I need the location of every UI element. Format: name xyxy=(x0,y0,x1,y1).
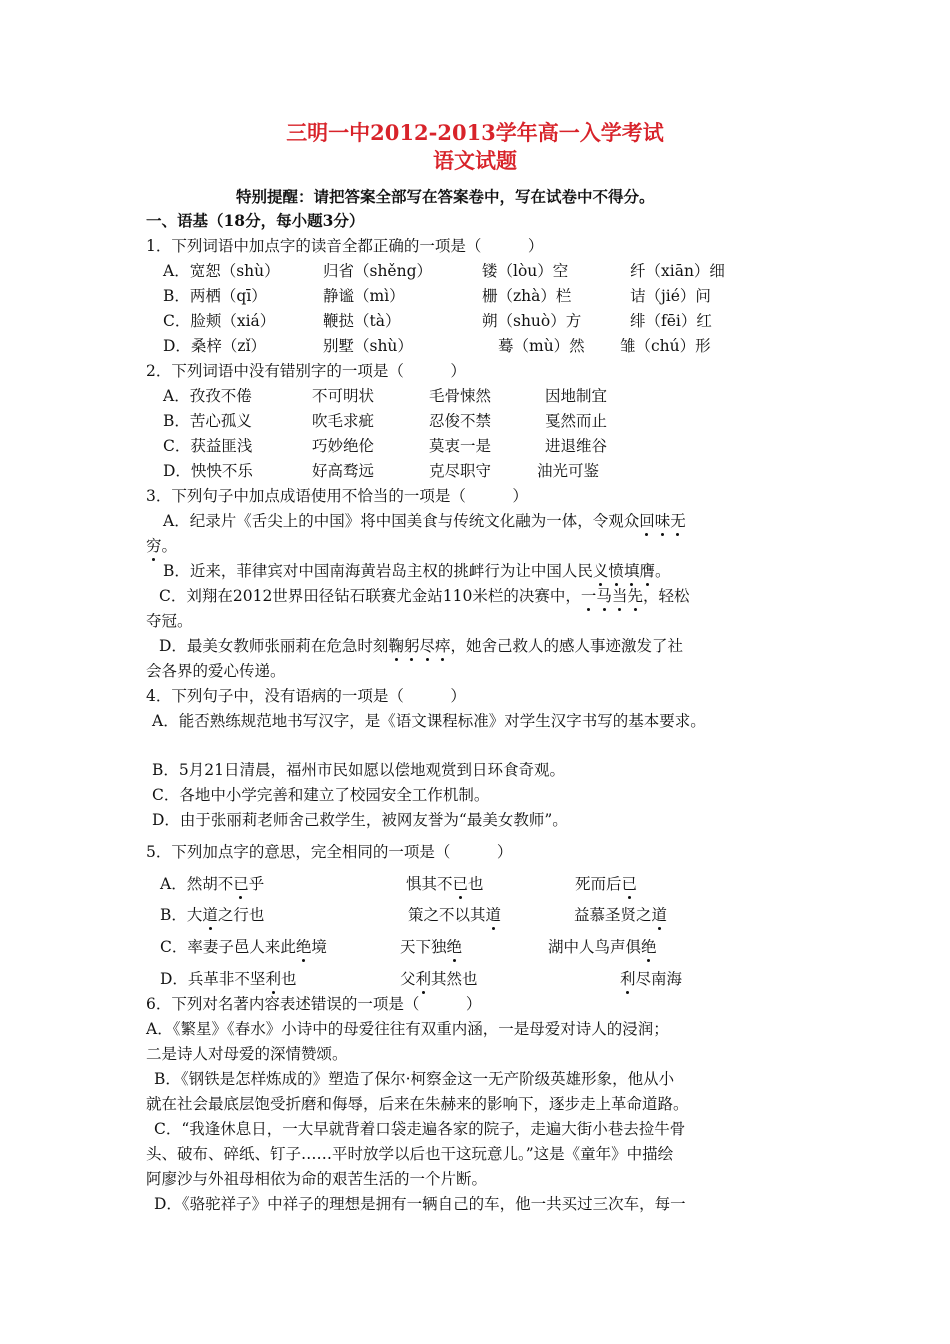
q2-a-1: A．孜孜不倦 xyxy=(163,387,252,405)
q3-a-dotted: 回味无 xyxy=(639,512,686,530)
q5-b-2-dotted: 道 xyxy=(485,906,502,924)
q6-option-a-line1: A．《繁星》《春水》小诗中的母爱往往有双重内涵，一是母爱对诗人的浸润； xyxy=(146,1020,669,1038)
q2-d-1: D．怏怏不乐 xyxy=(163,462,253,480)
q5-d-2-dotted: 利 xyxy=(415,970,432,988)
q1-a-3: 镂（lòu）空 xyxy=(482,262,569,280)
q3-d-end: ，她舍己救人的感人事迹激发了社 xyxy=(450,637,684,655)
q3-a-end: 。 xyxy=(161,537,178,555)
special-reminder: 特别提醒：请把答案全部写在答案卷中，写在试卷中不得分。 xyxy=(236,187,655,206)
q2-b-2: 吹毛求疵 xyxy=(312,412,375,430)
q5-d-2: 父利其然也 xyxy=(400,970,478,988)
q1-d-2: 别墅（shù） xyxy=(323,337,413,355)
q5-b-3-dotted: 道 xyxy=(651,906,668,924)
q2-a-2: 不可明状 xyxy=(312,387,375,405)
q5-stem: 5．下列加点字的意思，完全相同的一项是（ ） xyxy=(146,843,513,861)
q5-a-3: 死而后已 xyxy=(575,875,638,893)
q6-option-d-line1: D．《骆驼祥子》中祥子的理想是拥有一辆自己的车，他一共买过三次车，每一 xyxy=(154,1195,686,1213)
q1-d-3: 蓦（mù）然 xyxy=(498,337,585,355)
q5-a-1: A．然胡不已乎 xyxy=(160,875,265,893)
q5-c-1: C．率妻子邑人来此绝境 xyxy=(160,938,327,956)
q2-a-4: 因地制宜 xyxy=(545,387,608,405)
q3-option-a-line1 xyxy=(163,511,686,531)
q1-b-2: 静谧（mì） xyxy=(323,287,405,305)
q5-c-3: 湖中人鸟声俱绝 xyxy=(548,938,657,956)
q6-stem: 6．下列对名著内容表述错误的一项是（ ） xyxy=(146,995,482,1013)
section-heading: 一、语基（18分，每小题3分） xyxy=(146,211,365,230)
q6-option-c-line2: 头、破布、碎纸、钉子……平时放学以后也干这玩意儿。”这是《童年》中描绘 xyxy=(146,1145,674,1163)
q3-b-end: 。 xyxy=(654,562,671,580)
q3-d-dotted: 鞠躬尽瘁 xyxy=(388,637,451,655)
q3-option-a-line2 xyxy=(146,536,177,556)
q4-option-a: A．能否熟练规范地书写汉字，是《语文课程标准》对学生汉字书写的基本要求。 xyxy=(152,712,706,730)
q2-b-1: B．苦心孤义 xyxy=(163,412,252,430)
q1-a-2: 归省（shěng） xyxy=(323,262,433,280)
exam-subtitle: 语文试题 xyxy=(433,148,517,173)
q1-stem: 1．下列词语中加点字的读音全都正确的一项是（ ） xyxy=(146,237,544,255)
q3-option-d-line2: 会各界的爱心传递。 xyxy=(146,662,286,680)
q3-d-text: D．最美女教师张丽莉在危急时刻 xyxy=(159,637,389,655)
q3-a-text: A．纪录片《舌尖上的中国》将中国美食与传统文化融为一体，令观众 xyxy=(163,512,640,530)
q1-a-1: A．宽恕（shù） xyxy=(163,262,280,280)
q3-c-end: ，轻松 xyxy=(642,587,690,605)
q2-b-4: 戛然而止 xyxy=(545,412,608,430)
q5-b-2: 策之不以其道 xyxy=(408,906,502,924)
q4-stem: 4．下列句子中，没有语病的一项是（ ） xyxy=(146,687,466,705)
q3-a-dotted-2: 穷 xyxy=(146,537,162,555)
q5-a-3-dotted: 已 xyxy=(621,875,638,893)
q6-option-b-line1: B．《钢铁是怎样炼成的》塑造了保尔·柯察金这一无产阶级英雄形象，他从小 xyxy=(154,1070,675,1088)
q3-option-c-line1 xyxy=(159,586,689,606)
q2-c-2: 巧妙绝伦 xyxy=(312,437,375,455)
q2-c-4: 进退维谷 xyxy=(545,437,608,455)
q2-b-3: 忍俊不禁 xyxy=(429,412,492,430)
q5-b-3: 益慕圣贤之道 xyxy=(574,906,668,924)
q6-option-b-line2: 就在社会最底层饱受折磨和侮辱，后来在朱赫来的影响下，逐步走上革命道路。 xyxy=(146,1095,689,1113)
q5-a-1-dotted: 已 xyxy=(233,875,249,893)
q3-option-b xyxy=(163,561,670,581)
q4-option-c: C．各地中小学完善和建立了校园安全工作机制。 xyxy=(152,786,490,804)
q5-c-2: 天下独绝 xyxy=(400,938,463,956)
q5-c-2-dotted: 绝 xyxy=(446,938,463,956)
q2-c-3: 莫衷一是 xyxy=(429,437,492,455)
q3-option-d-line1 xyxy=(159,636,683,656)
q1-b-1: B．两栖（qī） xyxy=(163,287,267,305)
q3-option-c-line2: 夺冠。 xyxy=(146,612,193,630)
exam-title: 三明一中2012-2013学年高一入学考试 xyxy=(286,120,664,145)
q2-c-1: C．获益匪浅 xyxy=(163,437,253,455)
q1-d-1: D．桑梓（zǐ） xyxy=(163,337,267,355)
q5-a-2-dotted: 已 xyxy=(452,875,469,893)
q6-option-c-line3: 阿廖沙与外祖母相依为命的艰苦生活的一个片断。 xyxy=(146,1170,488,1188)
q5-c-1-dotted: 绝 xyxy=(295,938,312,956)
q1-a-4: 纤（xiān）细 xyxy=(630,262,725,280)
q3-stem: 3．下列句子中加点成语使用不恰当的一项是（ ） xyxy=(146,487,528,505)
q5-d-1-dotted: 利 xyxy=(265,970,281,988)
q4-option-d: D．由于张丽莉老师舍己救学生，被网友誉为“最美女教师”。 xyxy=(152,811,568,829)
q5-d-3: 利尽南海 xyxy=(620,970,683,988)
q1-c-2: 鞭挞（tà） xyxy=(323,312,401,330)
q5-a-2: 惧其不已也 xyxy=(406,875,484,893)
q5-b-1: B．大道之行也 xyxy=(160,906,265,924)
q2-a-3: 毛骨悚然 xyxy=(429,387,492,405)
q1-c-4: 绯（fēi）红 xyxy=(630,312,712,330)
q5-d-1: D．兵革非不坚利也 xyxy=(160,970,297,988)
q1-c-1: C．脸颊（xiá） xyxy=(163,312,276,330)
q3-c-dotted: 一马当先 xyxy=(580,587,643,605)
q2-d-3: 克尽职守 xyxy=(429,462,492,480)
q3-c-text: C．刘翔在2012世界田径钻石联赛尤金站110米栏的决赛中， xyxy=(159,587,581,605)
q1-c-3: 朔（shuò）方 xyxy=(482,312,582,330)
q2-d-2: 好高骛远 xyxy=(312,462,375,480)
q2-stem: 2．下列词语中没有错别字的一项是（ ） xyxy=(146,362,466,380)
q3-b-dotted: 义愤填膺 xyxy=(592,562,655,580)
q1-b-4: 诘（jié）问 xyxy=(630,287,711,305)
q5-d-3-dotted: 利 xyxy=(620,970,636,988)
q3-b-text: B．近来，菲律宾对中国南海黄岩岛主权的挑衅行为让中国人民 xyxy=(163,562,593,580)
q6-option-a-line2: 二是诗人对母爱的深情赞颂。 xyxy=(146,1045,348,1063)
q1-b-3: 栅（zhà）栏 xyxy=(482,287,572,305)
q4-option-b: B．5月21日清晨，福州市民如愿以偿地观赏到日环食奇观。 xyxy=(152,761,565,779)
q2-d-4: 油光可鉴 xyxy=(537,462,600,480)
q1-d-4: 雏（chú）形 xyxy=(620,337,711,355)
q5-c-3-dotted: 绝 xyxy=(641,938,657,956)
q5-b-1-dotted: 道 xyxy=(202,906,218,924)
q6-option-c-line1: C．“我逢休息日，一大早就背着口袋走遍各家的院子，走遍大街小巷去捡牛骨 xyxy=(154,1120,686,1138)
